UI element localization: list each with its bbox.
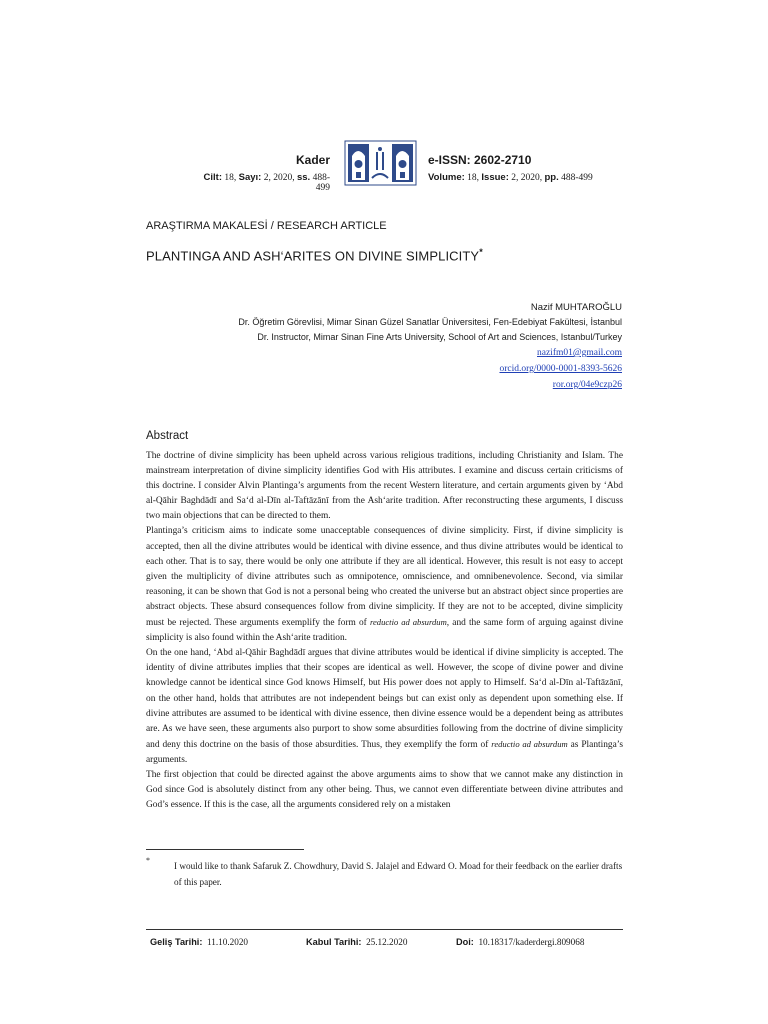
volume-info-en: [428, 172, 628, 183]
footnote-mark: *: [146, 856, 150, 865]
footnote-text: I would like to thank Safaruk Z. Chowdhury, David S. Jalajel and Edward O. Moad for their feedback on the earlier drafts of this paper.: [174, 861, 623, 887]
doi-label: Doi:: [456, 937, 474, 947]
issue-value-tr: 2, 2020,: [263, 173, 295, 183]
ror-link[interactable]: ror.org/04e9czp26: [552, 380, 622, 390]
author-email-link[interactable]: nazifm01@gmail.com: [537, 348, 622, 358]
issn: e-ISSN: 2602-2710: [428, 153, 532, 167]
received-label: Geliş Tarihi:: [150, 937, 203, 947]
article-title: [146, 247, 483, 263]
abstract-body: [146, 449, 623, 813]
journal-header-left: [190, 153, 330, 193]
accepted-date: [306, 937, 407, 947]
issue-label-en: Issue:: [481, 172, 509, 183]
abstract-p2-tail: , and the same form of arguing against divine simplicity is also found within the Ash‘arite tradition.: [146, 618, 623, 644]
accepted-label: Kabul Tarihi:: [306, 937, 362, 947]
orcid-link[interactable]: orcid.org/0000-0001-8393-5626: [499, 364, 622, 374]
affiliation-en: Dr. Instructor, Mimar Sinan Fine Arts University, School of Art and Sciences, Istanbul/Turkey: [257, 332, 622, 342]
journal-name: Kader: [295, 153, 330, 167]
abstract-heading: Abstract: [146, 430, 189, 442]
footer-divider: [146, 929, 623, 930]
volume-value-en: 18,: [467, 173, 480, 183]
article-type: ARAŞTIRMA MAKALESİ / RESEARCH ARTICLE: [146, 220, 387, 232]
abstract-p3-text: On the one hand, ‘Abd al-Qāhir Baghdādī argues that divine attributes would be identical if divine simplicity is accepted. The identity of divine attributes implies that their scopes are identical as well. However, the scope of divine power and divine knowledge cannot be identical since God knows Himself, but His power does not apply to Himself. Sa‘d al-Dīn al-Taftāzānī, on the other hand, holds that attributes are not independent beings but can exist only as dependent upon something else. If divine attributes are assumed to be identical with divine essence, then divine essence would be a dependent being as attributes are. As we have seen, these arguments also purport to show some absurdities following from the doctrine of divine simplicity and deny this doctrine on the basis of those absurdities. Thus, they exemplify the form of: [146, 648, 623, 750]
abstract-paragraph-1: The doctrine of divine simplicity has been upheld across various religious traditions, including Christianity and Islam. The mainstream interpretation of divine simplicity identifies God with His attributes. I examine and discuss certain criticisms of this doctrine. I consider Alvin Plantinga’s arguments from the recent Western literature, and certain arguments given by ‘Abd al-Qāhir Baghdādī and Sa‘d al-Dīn al-Taftāzānī from the Ash‘arite tradition. After reconstructing these arguments, I discuss two main objections that can be directed to them.: [146, 451, 623, 522]
volume-label-en: Volume:: [428, 172, 465, 183]
abstract-p3-italic: reductio ad absurdum: [491, 738, 568, 749]
pages-label-en: pp.: [544, 172, 559, 183]
accepted-value: 25.12.2020: [366, 937, 408, 947]
journal-header-right: [428, 153, 628, 183]
abstract-paragraph-4: The first objection that could be directed against the above arguments aims to show that we cannot make any distinction in God since God is absolutely distinct from any other being. Thus, we cannot even differentiate between divine attributes and God’s essence. If this is the case, all the arguments considered rely on a mistaken: [146, 769, 623, 811]
title-footnote-mark: *: [479, 247, 483, 257]
issue-value-en: 2, 2020,: [511, 173, 543, 183]
volume-info-tr: [190, 172, 330, 193]
abstract-p3-tail: as Plantinga’s arguments.: [146, 739, 623, 765]
received-value: 11.10.2020: [207, 937, 249, 947]
article-title-text: PLANTINGA AND ASH‘ARITES ON DIVINE SIMPLICITY: [146, 248, 480, 264]
pages-label-tr: ss.: [296, 172, 311, 183]
abstract-paragraph-2: [146, 524, 623, 646]
kader-emblem-icon: [344, 140, 417, 186]
abstract-p2-italic: reductio ad absurdum: [369, 617, 447, 628]
issue-label-tr: Sayı:: [238, 172, 262, 183]
abstract-paragraph-3: [146, 646, 623, 768]
author-block: [238, 300, 622, 393]
footnote-divider: [146, 849, 304, 850]
doi-value[interactable]: 10.18317/kaderdergi.809068: [478, 937, 585, 947]
abstract-p2-text: Plantinga’s criticism aims to indicate some unacceptable consequences of divine simplicity. First, if divine simplicity is accepted, then all the divine attributes would be identical with divine essence, and thus divine attributes would be identical to each other. That is to say, there would be only one attribute if they are all identical. However, this result is not easy to accept given the multiplicity of divine attributes such as omnipotence, omniscience, and omnibenevolence. Second, via similar reasoning, it can be shown that God is not a personal being who created the universe but an abstract object since properties are abstract objects. These absurd consequences follow from divine simplicity. If they are not to be accepted, divine simplicity must be rejected. These arguments exemplify the form of: [146, 526, 623, 629]
author-name: Nazif MUHTAROĞLU: [530, 302, 622, 313]
volume-value-tr: 18,: [224, 173, 237, 183]
doi: [456, 937, 584, 947]
pages-value-en: 488-499: [561, 173, 593, 183]
received-date: [150, 937, 248, 947]
pages-value-tr: 488-499: [312, 173, 330, 193]
affiliation-tr: Dr. Öğretim Görevlisi, Mimar Sinan Güzel Sanatlar Üniversitesi, Fen-Edebiyat Fakültesi, İstanbul: [238, 317, 622, 327]
volume-label-tr: Cilt:: [203, 172, 223, 183]
